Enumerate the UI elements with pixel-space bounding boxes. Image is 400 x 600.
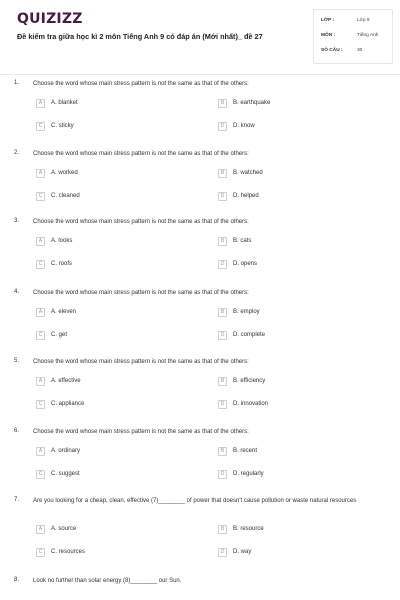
option-letter-box[interactable]: A (36, 169, 45, 178)
meta-value: 30 (357, 48, 363, 53)
answer-option[interactable] (218, 99, 358, 109)
option-letter-box[interactable]: A (36, 99, 45, 108)
option-text: B. resource (233, 526, 264, 532)
answer-option[interactable] (218, 400, 358, 410)
option-text: A. source (51, 526, 77, 532)
answer-option[interactable] (218, 548, 358, 558)
option-letter-box[interactable]: C (36, 548, 45, 557)
option-letter-box[interactable]: D (218, 260, 227, 269)
option-letter-box[interactable]: D (218, 331, 227, 340)
answer-option[interactable] (218, 192, 358, 202)
option-text: B. employ (233, 309, 260, 315)
question-number: 8. (14, 577, 20, 583)
option-text: B. recent (233, 448, 258, 454)
option-text: D. regularly (233, 471, 264, 477)
meta-label: MÔN : (321, 33, 336, 38)
answer-option[interactable] (36, 400, 176, 410)
answer-option[interactable] (218, 470, 358, 480)
option-letter-box[interactable]: B (218, 377, 227, 386)
option-letter-box[interactable]: B (218, 308, 227, 317)
option-letter-box[interactable]: C (36, 470, 45, 479)
quizizz-logo: QUIZIZZ (17, 11, 83, 27)
question-number: 3. (14, 218, 20, 224)
option-letter-box[interactable]: B (218, 237, 227, 246)
option-letter-box[interactable]: C (36, 192, 45, 201)
question-text: Choose the word whose main stress pattern is not the same as that of the others: (33, 151, 249, 157)
header-divider (0, 74, 400, 75)
option-letter-box[interactable]: C (36, 260, 45, 269)
question-number: 1. (14, 80, 20, 86)
option-text: D. way (233, 549, 252, 555)
meta-value: Tiếng Anh (357, 33, 379, 38)
option-text: D. innovation (233, 401, 269, 407)
option-letter-box[interactable]: C (36, 122, 45, 131)
worksheet-meta-box (313, 9, 393, 64)
option-letter-box[interactable]: B (218, 525, 227, 534)
option-letter-box[interactable]: A (36, 308, 45, 317)
option-text: B. efficiency (233, 378, 266, 384)
question-number: 5. (14, 358, 20, 364)
question-text: Are you looking for a cheap, clean, effective (7)________ of power that doesn't cause pollution or waste natural resources (33, 498, 357, 504)
answer-option[interactable] (218, 122, 358, 132)
question-number: 2. (14, 150, 20, 156)
answer-option[interactable] (218, 260, 358, 270)
answer-option[interactable] (36, 377, 176, 387)
option-text: A. blanket (51, 100, 78, 106)
meta-value: Lớp 9 (357, 18, 370, 23)
option-text: C. roofs (51, 261, 73, 267)
worksheet-title: Đề kiểm tra giữa học kì 2 môn Tiếng Anh 9 có đáp án (Mới nhất)_ đề 27 (17, 32, 263, 41)
answer-option[interactable] (36, 260, 176, 270)
answer-option[interactable] (218, 237, 358, 247)
option-text: A. ordinary (51, 448, 81, 454)
question-number: 7. (14, 497, 20, 503)
answer-option[interactable] (36, 169, 176, 179)
option-letter-box[interactable]: B (218, 169, 227, 178)
answer-option[interactable] (218, 169, 358, 179)
option-text: D. know (233, 123, 255, 129)
question-text: Choose the word whose main stress pattern is not the same as that of the others: (33, 290, 249, 296)
answer-option[interactable] (36, 99, 176, 109)
option-letter-box[interactable]: D (218, 470, 227, 479)
answer-option[interactable] (218, 447, 358, 457)
answer-option[interactable] (36, 237, 176, 247)
option-text: D. helped (233, 193, 259, 199)
option-text: C. suggest (51, 471, 80, 477)
answer-option[interactable] (36, 525, 176, 535)
option-letter-box[interactable]: A (36, 237, 45, 246)
option-text: C. sticky (51, 123, 74, 129)
option-text: A. eleven (51, 309, 77, 315)
option-text: C. resources (51, 549, 86, 555)
question-text: Choose the word whose main stress pattern is not the same as that of the others: (33, 81, 249, 87)
answer-option[interactable] (36, 331, 176, 341)
option-letter-box[interactable]: D (218, 122, 227, 131)
option-text: B. cats (233, 238, 252, 244)
option-letter-box[interactable]: D (218, 192, 227, 201)
option-text: D. complete (233, 332, 266, 338)
option-letter-box[interactable]: A (36, 447, 45, 456)
answer-option[interactable] (36, 548, 176, 558)
option-text: A. looks (51, 238, 73, 244)
option-letter-box[interactable]: B (218, 99, 227, 108)
worksheet-header (0, 0, 400, 72)
question-text: Choose the word whose main stress pattern is not the same as that of the others: (33, 359, 249, 365)
option-letter-box[interactable]: D (218, 548, 227, 557)
option-text: C. get (51, 332, 68, 338)
option-letter-box[interactable]: A (36, 377, 45, 386)
question-text: Look no further than solar energy (8)________ our Sun. (33, 578, 182, 584)
meta-label: SỐ CÂU : (321, 48, 343, 53)
question-number: 6. (14, 428, 20, 434)
answer-option[interactable] (36, 122, 176, 132)
question-number: 4. (14, 289, 20, 295)
question-text: Choose the word whose main stress pattern is not the same as that of the others: (33, 219, 249, 225)
answer-option[interactable] (36, 470, 176, 480)
option-text: C. cleaned (51, 193, 80, 199)
option-letter-box[interactable]: C (36, 400, 45, 409)
option-letter-box[interactable]: D (218, 400, 227, 409)
answer-option[interactable] (36, 447, 176, 457)
meta-label: LỚP : (321, 18, 335, 23)
option-text: A. effective (51, 378, 81, 384)
option-text: B. earthquake (233, 100, 271, 106)
option-letter-box[interactable]: A (36, 525, 45, 534)
option-text: B. watched (233, 170, 263, 176)
option-text: C. appliance (51, 401, 85, 407)
option-letter-box[interactable]: B (218, 447, 227, 456)
option-text: D. opens (233, 261, 258, 267)
answer-option[interactable] (218, 525, 358, 535)
answer-option[interactable] (36, 192, 176, 202)
answer-option[interactable] (36, 308, 176, 318)
answer-option[interactable] (218, 377, 358, 387)
answer-option[interactable] (218, 308, 358, 318)
option-letter-box[interactable]: C (36, 331, 45, 340)
question-text: Choose the word whose main stress pattern is not the same as that of the others: (33, 429, 249, 435)
answer-option[interactable] (218, 331, 358, 341)
option-text: A. worked (51, 170, 78, 176)
